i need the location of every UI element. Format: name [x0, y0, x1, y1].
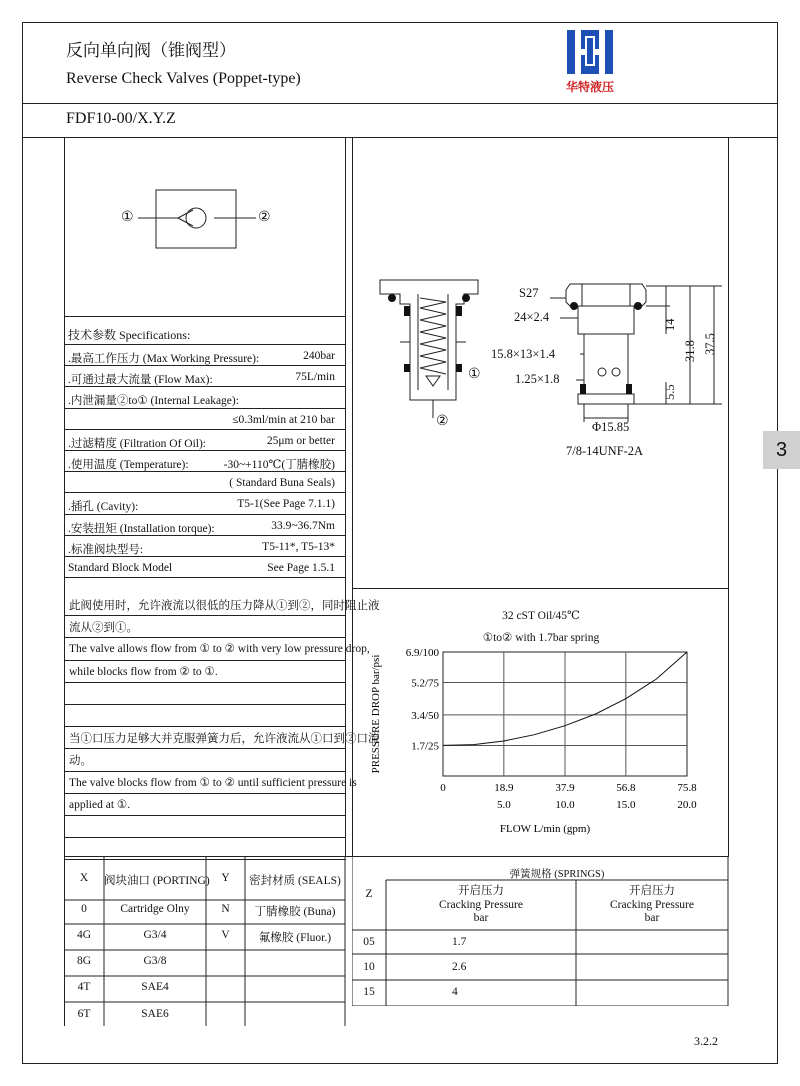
x-tick-label-lpm: 18.9	[494, 782, 514, 794]
y-tick-label: 1.7/25	[411, 740, 439, 753]
spec-value: See Page 1.5.1	[267, 562, 335, 574]
porting-header: X	[79, 872, 89, 884]
springs-pressure-cell: 4	[452, 986, 458, 998]
spec-row-divider	[64, 556, 346, 557]
porting-cell: G3/8	[143, 955, 167, 967]
dimension-label: 15.8×13×1.4	[491, 347, 556, 361]
spec-label: .安装扭矩 (Installation torque):	[68, 522, 215, 535]
x-tick-label-gpm: 5.0	[496, 799, 511, 811]
description-line: 流从②到①。	[69, 622, 138, 635]
porting-header: Y	[221, 872, 230, 884]
spec-label: .最高工作压力 (Max Working Pressure):	[68, 353, 260, 365]
dimension-label: Φ15.85	[592, 420, 630, 434]
x-tick-label-gpm: 15.0	[616, 799, 636, 811]
porting-cell: 6T	[77, 1008, 91, 1020]
springs-title: 弹簧规格 (SPRINGS)	[509, 869, 605, 880]
drawing-port-1: ①	[468, 367, 481, 382]
spec-value: -30~+110℃(丁腈橡胶)	[223, 459, 335, 471]
porting-header: 阀块油口 (PORTING)	[104, 875, 210, 887]
specs-heading: 技术参数 Specifications:	[68, 328, 191, 342]
springs-pressure-cell: 1.7	[452, 936, 467, 948]
description-divider	[64, 815, 346, 816]
porting-cell: 4G	[76, 929, 92, 941]
porting-cell: 4T	[77, 981, 91, 993]
description-divider	[64, 682, 346, 683]
springs-col2-cn: 开启压力	[629, 885, 675, 897]
springs-col-unit: bar	[473, 912, 489, 924]
spec-row-divider	[64, 514, 346, 515]
spec-value: 240bar	[303, 350, 335, 362]
dimension-label: 1.25×1.8	[515, 372, 560, 386]
spec-row-divider	[64, 365, 346, 366]
spec-row-divider	[64, 408, 346, 409]
spec-label: .使用温度 (Temperature):	[68, 459, 189, 471]
spec-value: 75L/min	[295, 371, 335, 384]
y-axis-label: PRESSURE DROP bar/psi	[370, 654, 382, 774]
spec-row-divider	[64, 471, 346, 472]
description-line: applied at ①.	[69, 798, 131, 811]
springs-z-cell: 15	[363, 986, 375, 998]
description-line: 动。	[69, 755, 92, 768]
dimension-label: S27	[519, 286, 539, 300]
dimension-label-vertical: 31.8	[683, 340, 697, 362]
spec-value: ≤0.3ml/min at 210 bar	[232, 413, 335, 426]
description-line: 此阀使用时，允许液流以很低的压力降从①到②，同时阻止液	[69, 600, 380, 612]
spec-label: .插孔 (Cavity):	[68, 501, 139, 514]
spec-row-divider	[64, 386, 346, 387]
x-tick-label-lpm: 75.8	[677, 782, 697, 794]
porting-cell: SAE6	[141, 1008, 169, 1020]
description-line: while blocks flow from ② to ①.	[69, 665, 218, 678]
chart-subtitle: ①to② with 1.7bar spring	[482, 632, 600, 644]
description-line: 当①口压力足够大并克服弹簧力后，允许液流从①口到②口流	[69, 733, 380, 746]
y-tick-label: 6.9/100	[405, 647, 439, 659]
spec-value: 25μm or better	[266, 434, 335, 447]
porting-cell: N	[221, 903, 230, 915]
pressure-drop-chart	[353, 640, 729, 850]
spec-value: 33.9~36.7Nm	[271, 519, 335, 532]
spec-row-divider	[64, 492, 346, 493]
porting-cell: SAE4	[141, 981, 169, 993]
spec-value: T5-1(See Page 7.1.1)	[237, 498, 335, 511]
dimension-label-vertical: 14	[663, 318, 677, 331]
spec-label: .标准阀块型号:	[68, 543, 144, 556]
spec-label: .过滤精度 (Filtration Of Oil):	[68, 437, 206, 450]
porting-cell: 氟橡胶 (Fluor.)	[258, 932, 332, 944]
x-axis-label: FLOW L/min (gpm)	[499, 823, 591, 835]
description-divider	[64, 748, 346, 749]
dimension-label-vertical: 37.5	[703, 333, 717, 355]
description-divider	[64, 660, 346, 661]
symbol-port-2: ②	[258, 210, 271, 225]
springs-z-header: Z	[365, 888, 373, 900]
description-line: The valve allows flow from ① to ② with very low pressure drop,	[69, 643, 370, 656]
y-tick-label: 3.4/50	[411, 709, 439, 722]
brand-logo	[563, 28, 617, 96]
x-tick-label-lpm: 56.8	[616, 782, 636, 794]
spec-row-divider	[64, 344, 346, 345]
x-tick-label-lpm: 37.9	[555, 782, 575, 794]
porting-cell: V	[221, 929, 230, 941]
spec-row-divider	[64, 577, 346, 578]
chart-title: 32 cST Oil/45℃	[502, 610, 580, 622]
title-cn: 反向单向阀（锥阀型）	[66, 41, 236, 60]
porting-cell: 丁腈橡胶 (Buna)	[254, 906, 336, 918]
page-number: 3.2.2	[694, 1034, 718, 1048]
symbol-port-1: ①	[121, 210, 134, 225]
springs-col-en: Cracking Pressure	[439, 899, 523, 911]
spec-label: .内泄漏量②to① (Internal Leakage):	[68, 395, 239, 408]
spec-row-divider	[64, 429, 346, 430]
spec-value: ( Standard Buna Seals)	[229, 477, 335, 490]
description-divider	[64, 771, 346, 772]
y-tick-label: 5.2/75	[411, 677, 439, 690]
porting-cell: G3/4	[143, 929, 167, 941]
valve-symbol	[118, 188, 278, 250]
description-divider	[64, 837, 346, 838]
drawing-port-2: ②	[436, 414, 449, 429]
description-divider	[64, 793, 346, 794]
porting-cell: Cartridge Olny	[120, 903, 190, 915]
spec-row-divider	[64, 450, 346, 451]
porting-cell: 0	[81, 903, 87, 915]
x-tick-label-gpm: 10.0	[555, 799, 575, 811]
description-divider	[64, 615, 346, 616]
description-line: The valve blocks flow from ① to ② until sufficient pressure is	[69, 776, 357, 789]
springs-z-cell: 05	[363, 936, 375, 948]
porting-cell: 8G	[76, 955, 92, 967]
x-tick-label-gpm: 20.0	[677, 799, 697, 811]
springs-col-cn: 开启压力	[458, 885, 504, 897]
springs-z-cell: 10	[363, 961, 375, 973]
x-tick-label-lpm: 0	[440, 782, 446, 794]
title-en: Reverse Check Valves (Poppet-type)	[66, 70, 301, 87]
description-divider	[64, 704, 346, 705]
dimension-label: 24×2.4	[514, 310, 550, 324]
springs-pressure-cell: 2.6	[452, 961, 467, 973]
spec-row-divider	[64, 535, 346, 536]
spec-label: Standard Block Model	[68, 562, 173, 574]
spec-value: T5-11*, T5-13*	[262, 540, 335, 553]
springs-col2-unit: bar	[644, 912, 660, 924]
dimension-label: 7/8-14UNF-2A	[566, 444, 644, 458]
description-divider	[64, 726, 346, 727]
dimension-label-vertical: 5.5	[663, 384, 677, 400]
springs-col2-en: Cracking Pressure	[610, 899, 694, 911]
porting-header: 密封材质 (SEALS)	[249, 875, 341, 887]
spec-label: .可通过最大流量 (Flow Max):	[68, 374, 213, 387]
brand-text: 华特液压	[565, 80, 614, 94]
model-code: FDF10-00/X.Y.Z	[66, 110, 176, 127]
description-divider	[64, 637, 346, 638]
section-tab[interactable]: 3	[763, 431, 800, 469]
